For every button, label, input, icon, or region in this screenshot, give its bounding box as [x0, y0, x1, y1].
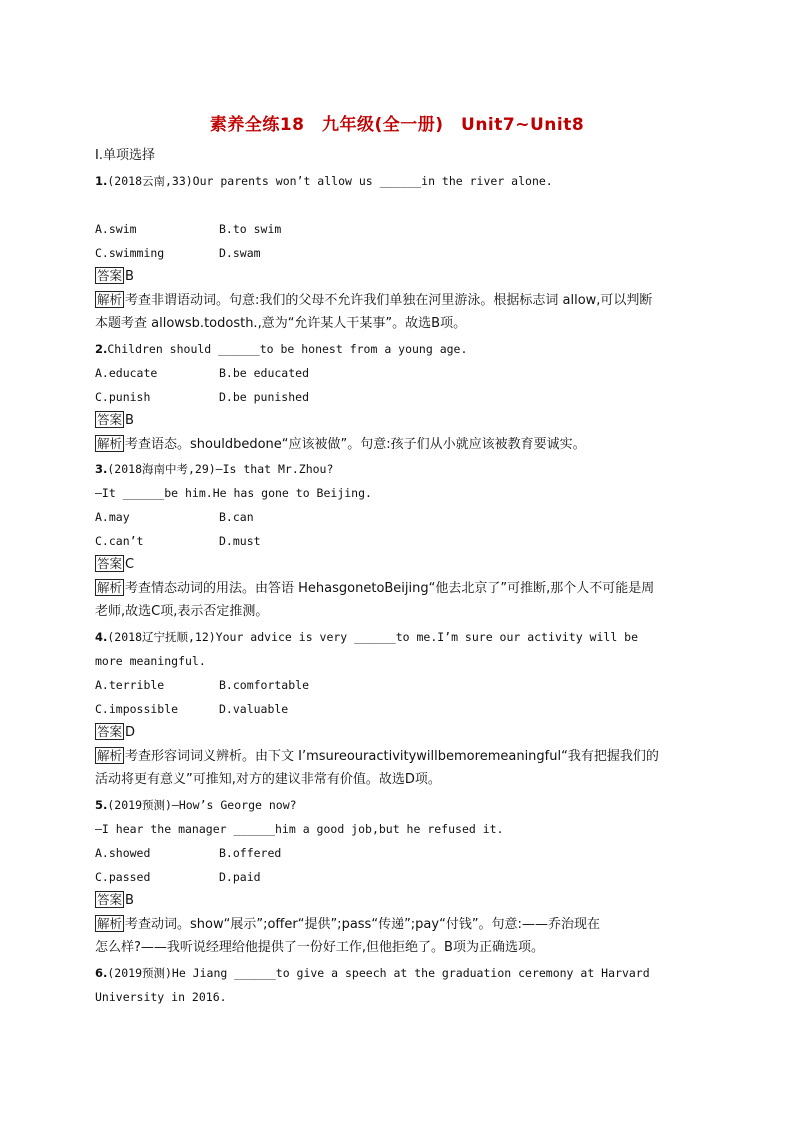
question-6-stem: [95, 965, 704, 981]
answer-tag: 答案: [97, 268, 123, 283]
question-5-answer: [95, 891, 704, 910]
question-text: (2018云南,33)Our parents won’t allow us ______in the river alone.: [107, 174, 553, 188]
question-5-analysis-cont: 怎么样?——我听说经理给他提供了一份好工作,但他拒绝了。B项为正确选项。: [95, 940, 544, 955]
option-d: D.valuable: [219, 702, 289, 716]
answer-tag: 答案: [97, 724, 123, 739]
answer-value: B: [125, 269, 134, 284]
question-number: 5.: [95, 798, 108, 812]
question-5-stem-cont: —I hear the manager ______him a good job,but he refused it.: [95, 822, 504, 836]
option-b: B.comfortable: [219, 678, 310, 692]
question-4-answer: [95, 723, 704, 742]
option-d: D.be punished: [219, 390, 310, 404]
question-3-answer: [95, 555, 704, 574]
option-d: D.swam: [219, 246, 261, 260]
question-3-options-cd: [95, 533, 704, 549]
analysis-tag: 解析: [97, 916, 123, 931]
option-c: C.passed: [95, 870, 151, 884]
option-b: B.to swim: [219, 222, 282, 236]
question-4-options-ab: [95, 677, 704, 693]
question-2-options-ab: [95, 365, 704, 381]
question-4-stem-cont: more meaningful.: [95, 654, 206, 668]
option-a: A.may: [95, 510, 130, 524]
question-3-analysis-cont: 老师,故选C项,表示否定推测。: [95, 604, 269, 619]
question-2-stem: [95, 341, 704, 357]
question-3-stem: [95, 461, 704, 477]
question-4-analysis-cont: 活动将更有意义”可推知,对方的建议非常有价值。故选D项。: [95, 772, 441, 787]
option-b: B.can: [219, 510, 254, 524]
option-a: A.terrible: [95, 678, 165, 692]
answer-value: B: [125, 413, 134, 428]
option-b: B.be educated: [219, 366, 310, 380]
analysis-tag: 解析: [97, 292, 123, 307]
question-4-options-cd: [95, 701, 704, 717]
analysis-text: 考查非谓语动词。句意:我们的父母不允许我们单独在河里游泳。根据标志词 allow,可以判断: [125, 293, 653, 308]
answer-value: C: [125, 557, 135, 572]
answer-tag: 答案: [97, 412, 123, 427]
analysis-text: 考查语态。shouldbedone“应该被做”。句意:孩子们从小就应该被教育要诚实。: [125, 437, 586, 452]
question-3-stem-cont: —It ______be him.He has gone to Beijing.: [95, 486, 372, 500]
section-heading: Ⅰ.单项选择: [95, 148, 155, 163]
question-5-options-cd: [95, 869, 704, 885]
question-number: 1.: [95, 174, 108, 188]
answer-value: D: [125, 725, 136, 740]
option-d: D.must: [219, 534, 261, 548]
question-1-options-cd: [95, 245, 704, 261]
answer-tag: 答案: [97, 892, 123, 907]
question-2-analysis: [95, 435, 704, 454]
question-5-analysis: [95, 915, 704, 934]
option-a: A.educate: [95, 366, 158, 380]
analysis-text: 考查情态动词的用法。由答语 HehasgonetoBeijing“他去北京了”可推断,那个人不可能是周: [125, 581, 655, 596]
answer-tag: 答案: [97, 556, 123, 571]
question-number: 3.: [95, 462, 108, 476]
question-4-stem: [95, 629, 704, 645]
question-text: Children should ______to be honest from a young age.: [107, 342, 468, 356]
analysis-tag: 解析: [97, 436, 123, 451]
question-text: (2018海南中考,29)—Is that Mr.Zhou?: [107, 462, 334, 476]
option-c: C.punish: [95, 390, 151, 404]
question-number: 4.: [95, 630, 108, 644]
analysis-tag: 解析: [97, 748, 123, 763]
question-5-stem: [95, 797, 704, 813]
question-1-options-ab: [95, 221, 704, 237]
question-1-analysis-cont: 本题考查 allowsb.todosth.,意为“允许某人干某事”。故选B项。: [95, 316, 467, 331]
analysis-text: 考查动词。show“展示”;offer“提供”;pass“传递”;pay“付钱”。句意:——乔治现在: [125, 917, 600, 932]
question-1-answer: [95, 267, 704, 286]
option-a: A.swim: [95, 222, 137, 236]
option-c: C.impossible: [95, 702, 179, 716]
question-1-stem: [95, 173, 704, 189]
question-number: 2.: [95, 342, 108, 356]
analysis-text: 考查形容词词义辨析。由下文 I’msureouractivitywillbemoremeaningful“我有把握我们的: [125, 749, 659, 764]
option-a: A.showed: [95, 846, 151, 860]
question-4-analysis: [95, 747, 704, 766]
question-5-options-ab: [95, 845, 704, 861]
question-1-analysis: [95, 291, 704, 310]
question-2-answer: [95, 411, 704, 430]
answer-value: B: [125, 893, 134, 908]
question-text: (2019预测)—How’s George now?: [107, 798, 297, 812]
analysis-tag: 解析: [97, 580, 123, 595]
question-number: 6.: [95, 966, 108, 980]
page-title: 素养全练18 九年级(全一册) Unit7~Unit8: [209, 115, 585, 135]
question-3-analysis: [95, 579, 704, 598]
question-6-stem-cont: University in 2016.: [95, 990, 227, 1004]
question-3-options-ab: [95, 509, 704, 525]
option-c: C.can’t: [95, 534, 144, 548]
question-text: (2018辽宁抚顺,12)Your advice is very ______to me.I’m sure our activity will be: [107, 630, 639, 644]
option-c: C.swimming: [95, 246, 165, 260]
question-text: (2019预测)He Jiang ______to give a speech at the graduation ceremony at Harvard: [107, 966, 650, 980]
question-2-options-cd: [95, 389, 704, 405]
option-d: D.paid: [219, 870, 261, 884]
option-b: B.offered: [219, 846, 282, 860]
